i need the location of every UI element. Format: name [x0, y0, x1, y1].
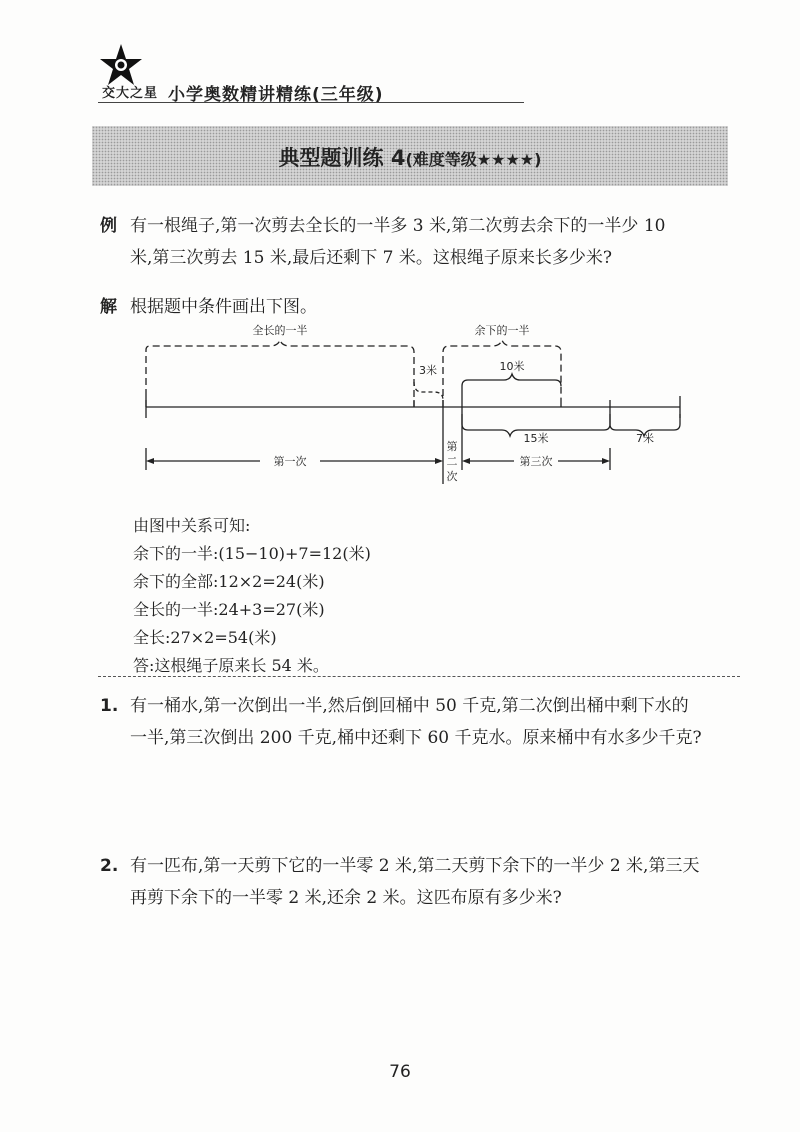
label-second-cut-1: 第	[446, 440, 458, 453]
solution-step: 余下的全部:12×2=24(米)	[133, 572, 325, 591]
three-meter-brace	[414, 382, 443, 400]
label-second-cut-3: 次	[446, 470, 458, 483]
label-half-remainder: 余下的一半	[474, 324, 530, 337]
section-title	[92, 142, 728, 172]
half-total-brace	[146, 340, 414, 407]
example-problem	[100, 210, 740, 274]
label-fifteen-meters: 15米	[523, 432, 549, 445]
label-second-cut-2: 二	[446, 455, 458, 468]
solution-step: 全长:27×2=54(米)	[133, 628, 277, 647]
exercise-question-2	[100, 850, 740, 914]
section-divider	[98, 676, 740, 677]
solution-answer: 答:这根绳子原来长 54 米。	[133, 656, 329, 675]
solution-intro	[100, 291, 317, 323]
solution-step: 全长的一半:24+3=27(米)	[133, 600, 325, 619]
question-number: 1.	[100, 696, 119, 716]
solution-intro-text: 根据题中条件画出下图。	[130, 297, 317, 317]
solution-label: 解	[100, 297, 117, 317]
rope-segment-diagram	[100, 320, 700, 500]
label-first-cut: 第一次	[273, 455, 307, 468]
header-rule	[98, 102, 524, 103]
question-line: 一半,第三次倒出 200 千克,桶中还剩下 60 千克水。原来桶中有水多少千克?	[130, 728, 702, 748]
section-banner	[92, 126, 728, 186]
book-title: 小学奥数精讲精练(三年级)	[168, 85, 384, 105]
example-label: 例	[100, 216, 117, 236]
half-remainder-brace	[443, 340, 561, 407]
label-ten-meters: 10米	[499, 360, 525, 373]
example-line-1: 有一根绳子,第一次剪去全长的一半多 3 米,第二次剪去余下的一半少 10	[130, 216, 666, 236]
page-number: 76	[389, 1062, 411, 1082]
solution-step: 由图中关系可知:	[133, 516, 251, 535]
question-line: 再剪下余下的一半零 2 米,还余 2 米。这匹布原有多少米?	[130, 888, 562, 908]
brand-name: 交大之星	[102, 86, 159, 101]
solution-steps	[133, 512, 371, 680]
label-three-meters: 3米	[419, 364, 437, 377]
solution-step: 余下的一半:(15−10)+7=12(米)	[133, 544, 371, 563]
question-line: 有一桶水,第一次倒出一半,然后倒回桶中 50 千克,第二次倒出桶中剩下水的	[130, 696, 689, 716]
difficulty-rating: (难度等级★★★★)	[405, 150, 542, 169]
ten-meter-brace	[462, 374, 561, 400]
question-number: 2.	[100, 856, 119, 876]
question-line: 有一匹布,第一天剪下它的一半零 2 米,第二天剪下余下的一半少 2 米,第三天	[130, 856, 700, 876]
section-title-text: 典型题训练 4	[278, 146, 406, 170]
label-third-cut: 第三次	[519, 455, 553, 468]
example-line-2: 米,第三次剪去 15 米,最后还剩下 7 米。这根绳子原来长多少米?	[130, 248, 612, 268]
exercise-question-1	[100, 690, 740, 754]
label-half-total: 全长的一半	[252, 324, 308, 337]
label-seven-meters: 7米	[636, 432, 654, 445]
